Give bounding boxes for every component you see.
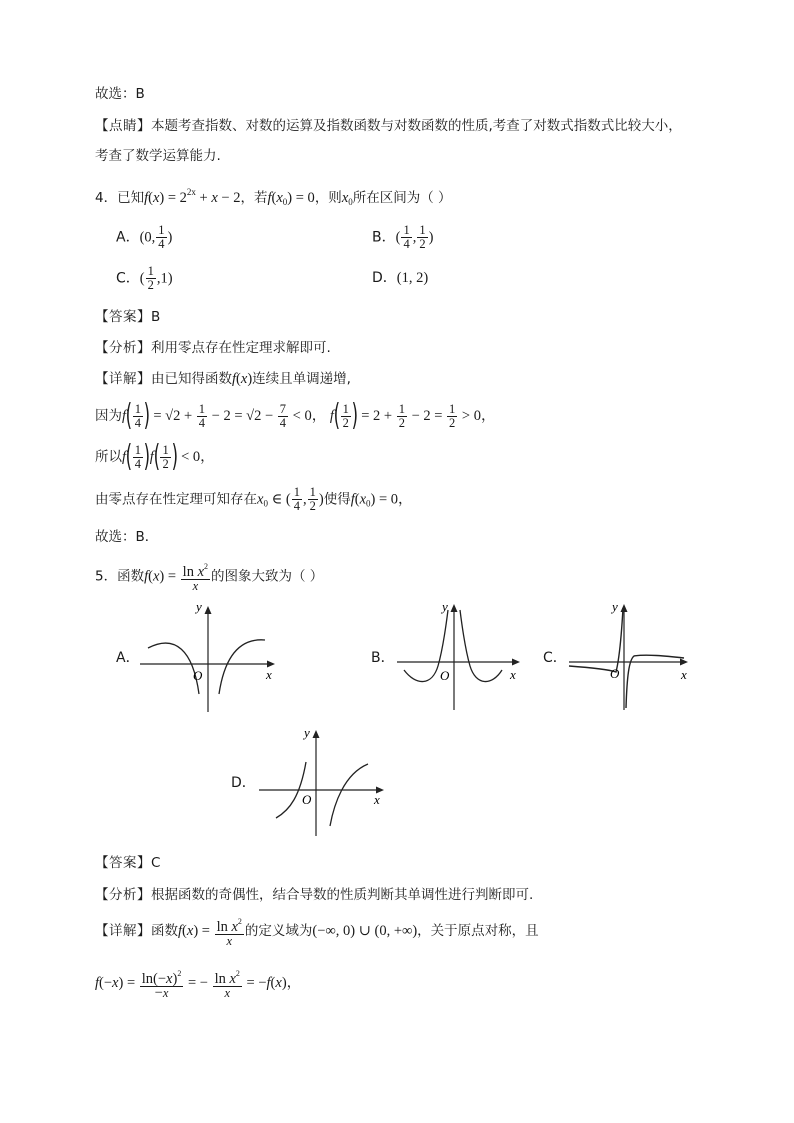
q5-graph-c[interactable] bbox=[566, 596, 696, 714]
q4-stem: 4．已知$f(x) = 2^{2x} + x - 2$，若$f(x_0) = 0$，则$x_0$所在区间为（ ） bbox=[95, 187, 452, 207]
q5-option-a-label[interactable]: A． bbox=[116, 650, 140, 666]
q5-stem: 5．函数f(x) = $\frac{\ln x^2}{x}$ 的图象大致为（ ） bbox=[95, 562, 324, 593]
comment-text-1: 本题考查指数、对数的运算及指数函数与对数函数的性质,考查了对数式指数式比较大小， bbox=[151, 118, 682, 134]
q4-option-a[interactable]: A．(0, $\frac{1}{4}$ ) bbox=[116, 223, 173, 251]
q5-a-y-label: y bbox=[196, 599, 202, 614]
q5-d-y-label: y bbox=[304, 725, 310, 740]
q4-detail-post: 连续且单调递增, bbox=[252, 371, 351, 387]
q5-option-b-label[interactable]: B． bbox=[371, 650, 395, 666]
q4-detail-pre: 由已知得函数 bbox=[151, 371, 232, 387]
q5-c-origin: O bbox=[610, 666, 620, 681]
comment-line-1 bbox=[95, 116, 682, 136]
comment-tag: 【点睛】 bbox=[95, 118, 151, 133]
q5-answer-line bbox=[95, 853, 160, 873]
q5-detail-tag: 【详解】 bbox=[95, 923, 151, 938]
q4-analysis-line bbox=[95, 338, 331, 358]
q5-stem-end: 的图象大致为（ ） bbox=[211, 568, 324, 585]
q5-option-c-label[interactable]: C． bbox=[543, 650, 567, 666]
q5-stem-prefix: 5．函数 bbox=[95, 568, 145, 585]
q5-b-x-label: x bbox=[510, 667, 516, 682]
q4-because-word: 因为 bbox=[95, 408, 122, 424]
q5-odd-line: f(−x) = $\frac{\ln(-x)^2}{-x}$ = − $\frac{\ln x^2}{x}$ = −f(x)， bbox=[95, 968, 302, 1001]
q5-c-y-label: y bbox=[612, 599, 618, 614]
q4-analysis-tag: 【分析】 bbox=[95, 340, 151, 355]
q5-detail-mid: 的定义域为 bbox=[244, 923, 313, 939]
q5-a-x-label: x bbox=[266, 667, 272, 682]
q5-c-x-label: x bbox=[681, 667, 687, 682]
q4-option-b[interactable]: B．( $\frac{1}{4}$ , $\frac{1}{2}$ ) bbox=[372, 223, 434, 251]
q4-stem-then: ，则 bbox=[314, 190, 342, 206]
q5-analysis-tag: 【分析】 bbox=[95, 887, 151, 902]
q4-option-c-label: C． bbox=[116, 270, 140, 287]
q4-detail-line-1: 【详解】由已知得函数f(x)连续且单调递增, bbox=[95, 371, 351, 387]
q5-answer-value: C bbox=[151, 855, 161, 871]
q4-detail-tag: 【详解】 bbox=[95, 371, 151, 386]
choose-b-line: 故选：B bbox=[95, 86, 145, 102]
q5-graph-d[interactable] bbox=[254, 722, 394, 840]
q4-answer-value: B bbox=[151, 309, 161, 325]
q5-d-origin: O bbox=[302, 792, 312, 807]
q5-graph-b[interactable] bbox=[392, 596, 532, 714]
comment-line-2: 考查了数学运算能力. bbox=[95, 148, 221, 164]
q5-answer-tag: 【答案】 bbox=[95, 855, 151, 870]
q5-analysis-text: 根据函数的奇偶性，结合导数的性质判断其单调性进行判断即可. bbox=[151, 887, 534, 903]
q5-graph-a[interactable] bbox=[135, 598, 285, 716]
q4-so-word: 所以 bbox=[95, 449, 122, 465]
q5-b-y-label: y bbox=[442, 599, 448, 614]
q4-function-def: f bbox=[144, 190, 149, 206]
q4-analysis-text: 利用零点存在性定理求解即可. bbox=[151, 340, 331, 356]
q4-so-line: 所以f( $\frac{1}{4}$ )f( $\frac{1}{2}$ ) < 0， bbox=[95, 439, 215, 474]
q5-b-origin: O bbox=[440, 668, 450, 683]
q4-theorem-pre: 由零点存在性定理可知存在 bbox=[95, 491, 257, 508]
q5-detail-post: ，关于原点对称，且 bbox=[417, 923, 539, 939]
q5-a-origin: O bbox=[193, 668, 203, 683]
q5-detail-line-1: 【详解】函数f(x) = $\frac{\ln x^2}{x}$ 的定义域为(−∞, 0) ∪ (0, +∞)，关于原点对称，且 bbox=[95, 916, 539, 948]
q4-stem-prefix: 4．已知 bbox=[95, 190, 145, 206]
q5-d-x-label: x bbox=[374, 792, 380, 807]
q4-option-c[interactable]: C．( $\frac{1}{2}$ ,1) bbox=[116, 264, 173, 292]
q4-such-that: 使得 bbox=[323, 491, 351, 508]
q4-stem-end: 所在区间为（ ） bbox=[352, 190, 452, 206]
q5-analysis-line bbox=[95, 885, 533, 905]
q4-because-line: 因为f( $\frac{1}{4}$ ) = √2 + $\frac{1}{4}$ − 2 = √2 − $\frac{7}{4}$ < 0， f( $\frac{1}{2}$ ) = 2 + $\frac{1}{2}$ − 2 = $\frac{1}{2}$ > 0， bbox=[95, 398, 496, 433]
q4-stem-mid: ，若 bbox=[240, 190, 268, 206]
q4-option-b-label: B． bbox=[372, 229, 396, 246]
q4-answer-tag: 【答案】 bbox=[95, 309, 151, 324]
q4-option-d-label: D． bbox=[372, 270, 397, 286]
q5-option-d-label[interactable]: D． bbox=[231, 775, 256, 791]
q5-detail-pre: 函数 bbox=[151, 923, 178, 939]
q4-choose-line: 故选：B． bbox=[95, 529, 159, 545]
q4-answer-line bbox=[95, 307, 160, 327]
q4-option-d[interactable]: D．(1, 2) bbox=[372, 270, 429, 286]
q4-theorem-line: 由零点存在性定理可知存在$x_0$ ∈ ( $\frac{1}{4}$ , $\frac{1}{2}$ )使得$f(x_0) = 0$， bbox=[95, 485, 413, 513]
q4-option-a-label: A． bbox=[116, 229, 140, 246]
